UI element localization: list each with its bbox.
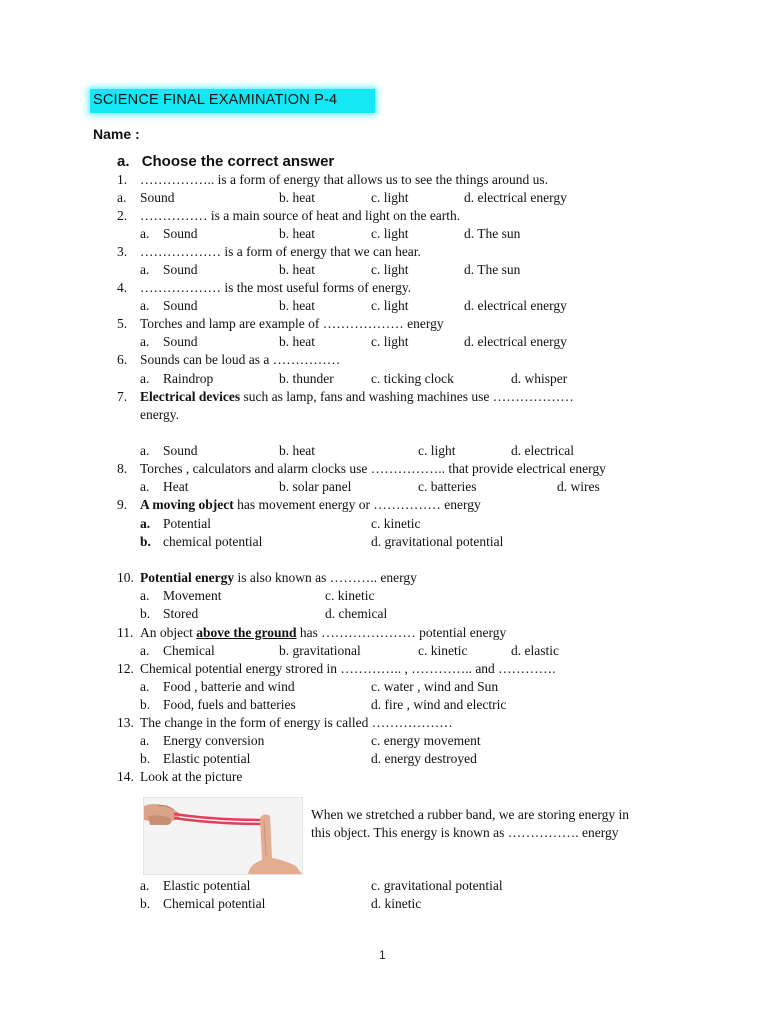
question-1-options — [0, 189, 768, 207]
option-marker: a. — [140, 371, 150, 386]
question-13-options-row1 — [0, 732, 768, 750]
option-c: c. energy movement — [371, 733, 481, 748]
option-marker: a. — [140, 262, 150, 277]
question-3-options — [0, 261, 768, 279]
option-d: d. electrical — [511, 443, 574, 458]
option-a: Sound — [163, 443, 198, 458]
section-marker: a. — [117, 153, 130, 170]
question-14-desc-line1 — [0, 806, 768, 824]
question-number: 13. — [117, 715, 134, 730]
question-text-rest: such as lamp, fans and washing machines use ……………… — [240, 389, 574, 404]
name-label: Name : — [93, 126, 140, 142]
option-a: Sound — [163, 334, 198, 349]
question-number: 10. — [117, 570, 134, 585]
option-b: b. thunder — [279, 371, 334, 386]
question-text: Torches , calculators and alarm clocks use …………….. that provide electrical energy — [140, 461, 606, 476]
option-a: Chemical — [163, 643, 215, 658]
option-b: b. gravitational — [279, 643, 361, 658]
question-1 — [0, 171, 768, 189]
question-number: 7. — [117, 389, 128, 404]
option-c: c. water , wind and Sun — [371, 679, 499, 694]
section-heading-text: Choose the correct answer — [141, 153, 335, 170]
question-text: Torches and lamp are example of ……………… energy — [140, 316, 444, 331]
question-10-options-row1 — [0, 587, 768, 605]
option-marker: a. — [117, 190, 127, 205]
question-14-options-row2 — [0, 895, 768, 913]
question-2-options — [0, 225, 768, 243]
question-14 — [0, 768, 768, 786]
question-emphasis-underline: above the ground — [196, 625, 297, 640]
question-number: 12. — [117, 661, 134, 676]
question-8-options — [0, 478, 768, 496]
option-a: Sound — [140, 190, 175, 205]
option-marker: a. — [140, 588, 150, 603]
question-3 — [0, 243, 768, 261]
option-marker: b. — [140, 751, 151, 766]
question-12-options-row1 — [0, 678, 768, 696]
question-13 — [0, 714, 768, 732]
option-b: Food, fuels and batteries — [163, 697, 296, 712]
option-c: c. light — [371, 226, 409, 241]
option-marker: a. — [140, 298, 150, 313]
option-d: d. electrical energy — [464, 298, 567, 313]
option-a: Energy conversion — [163, 733, 265, 748]
option-b: b. heat — [279, 190, 315, 205]
question-emphasis: Potential energy — [140, 570, 235, 585]
question-4 — [0, 279, 768, 297]
question-14-desc-line2 — [0, 824, 768, 842]
question-text — [140, 496, 481, 514]
question-text: Sounds can be loud as a …………… — [140, 352, 341, 367]
question-text — [140, 624, 506, 642]
question-text-pre: An object — [140, 625, 197, 640]
question-text: …………….. is a form of energy that allows us to see the things around us. — [140, 172, 549, 187]
question-13-options-row2 — [0, 750, 768, 768]
option-c: c. ticking clock — [371, 371, 454, 386]
question-emphasis: A moving object — [140, 497, 234, 512]
option-b: Stored — [163, 606, 199, 621]
question-7 — [0, 388, 768, 406]
question-text-continued: energy. — [140, 407, 179, 422]
question-11-options — [0, 642, 768, 660]
question-number: 5. — [117, 316, 128, 331]
option-marker: b. — [140, 697, 151, 712]
option-marker: a. — [140, 479, 150, 494]
option-d: d. wires — [557, 479, 600, 494]
option-d: d. gravitational potential — [371, 534, 504, 549]
option-d: d. electrical energy — [464, 334, 567, 349]
option-marker: a. — [140, 443, 150, 458]
option-a: Movement — [163, 588, 222, 603]
question-6 — [0, 351, 768, 369]
option-marker: a. — [140, 516, 151, 531]
option-c: c. light — [371, 190, 409, 205]
option-marker: a. — [140, 226, 150, 241]
question-text: Look at the picture — [140, 769, 243, 784]
question-4-options — [0, 297, 768, 315]
question-11 — [0, 624, 768, 642]
option-c: c. batteries — [418, 479, 477, 494]
question-text-rest: has ………………… potential energy — [296, 625, 507, 640]
question-number: 8. — [117, 461, 128, 476]
option-a: Sound — [163, 226, 198, 241]
option-a: Sound — [163, 262, 198, 277]
option-b: b. heat — [279, 443, 315, 458]
option-a: Raindrop — [163, 371, 214, 386]
option-c: c. kinetic — [325, 588, 375, 603]
option-c: c. light — [371, 262, 409, 277]
option-c: c. light — [371, 298, 409, 313]
option-d: d. fire , wind and electric — [371, 697, 507, 712]
picture-description: When we stretched a rubber band, we are storing energy in — [311, 807, 630, 822]
option-c: c. light — [418, 443, 456, 458]
section-heading — [117, 153, 334, 170]
question-text-rest: has movement energy or …………… energy — [233, 497, 481, 512]
question-10 — [0, 569, 768, 587]
option-marker: b. — [140, 896, 151, 911]
option-marker: a. — [140, 733, 150, 748]
picture-description-continued: this object. This energy is known as ……………. energy — [311, 825, 619, 840]
question-10-options-row2 — [0, 605, 768, 623]
option-marker: a. — [140, 878, 150, 893]
option-d: d. elastic — [511, 643, 559, 658]
option-c: c. kinetic — [371, 516, 421, 531]
question-number: 11. — [117, 625, 134, 640]
question-number: 9. — [117, 497, 128, 512]
question-9-options-row1 — [0, 515, 768, 533]
option-marker: b. — [140, 534, 151, 549]
question-number: 4. — [117, 280, 128, 295]
question-text — [140, 388, 574, 406]
option-d: d. energy destroyed — [371, 751, 477, 766]
question-text: ……………… is a form of energy that we can hear. — [140, 244, 421, 259]
question-text: …………… is a main source of heat and light on the earth. — [140, 208, 461, 223]
option-d: d. The sun — [464, 262, 521, 277]
question-number: 1. — [117, 172, 128, 187]
question-text — [140, 569, 417, 587]
option-d: d. chemical — [325, 606, 388, 621]
question-7-cont — [0, 406, 768, 424]
option-b: b. heat — [279, 226, 315, 241]
option-d: d. whisper — [511, 371, 568, 386]
question-text: The change in the form of energy is called ……………… — [140, 715, 453, 730]
option-a: Food , batterie and wind — [163, 679, 295, 694]
option-marker: a. — [140, 334, 150, 349]
option-marker: a. — [140, 643, 150, 658]
page-number: 1 — [379, 948, 386, 962]
option-b: Chemical potential — [163, 896, 266, 911]
option-b: b. solar panel — [279, 479, 352, 494]
option-d: d. kinetic — [371, 896, 422, 911]
option-c: c. gravitational potential — [371, 878, 503, 893]
option-c: c. light — [371, 334, 409, 349]
question-12-options-row2 — [0, 696, 768, 714]
page-title: SCIENCE FINAL EXAMINATION P-4 — [93, 92, 338, 108]
question-9-options-row2 — [0, 533, 768, 551]
question-5 — [0, 315, 768, 333]
option-a: Heat — [163, 479, 189, 494]
question-8 — [0, 460, 768, 478]
question-12 — [0, 660, 768, 678]
option-a: Elastic potential — [163, 878, 251, 893]
question-7-options — [0, 442, 768, 460]
option-d: d. The sun — [464, 226, 521, 241]
question-2 — [0, 207, 768, 225]
question-14-options-row1 — [0, 877, 768, 895]
option-b: Elastic potential — [163, 751, 251, 766]
option-marker: b. — [140, 606, 151, 621]
question-5-options — [0, 333, 768, 351]
question-number: 14. — [117, 769, 134, 784]
question-number: 6. — [117, 352, 128, 367]
option-a: Potential — [163, 516, 211, 531]
question-text: ……………… is the most useful forms of energy. — [140, 280, 412, 295]
question-9 — [0, 496, 768, 514]
option-b: b. heat — [279, 262, 315, 277]
option-b: chemical potential — [163, 534, 263, 549]
option-a: Sound — [163, 298, 198, 313]
option-b: b. heat — [279, 334, 315, 349]
option-marker: a. — [140, 679, 150, 694]
question-6-options — [0, 370, 768, 388]
option-c: c. kinetic — [418, 643, 468, 658]
question-emphasis: Electrical devices — [140, 389, 241, 404]
question-number: 3. — [117, 244, 128, 259]
question-text: Chemical potential energy strored in ………….. , ………….. and …………. — [140, 661, 556, 676]
option-d: d. electrical energy — [464, 190, 567, 205]
question-number: 2. — [117, 208, 128, 223]
option-b: b. heat — [279, 298, 315, 313]
question-text-rest: is also known as ……….. energy — [234, 570, 417, 585]
